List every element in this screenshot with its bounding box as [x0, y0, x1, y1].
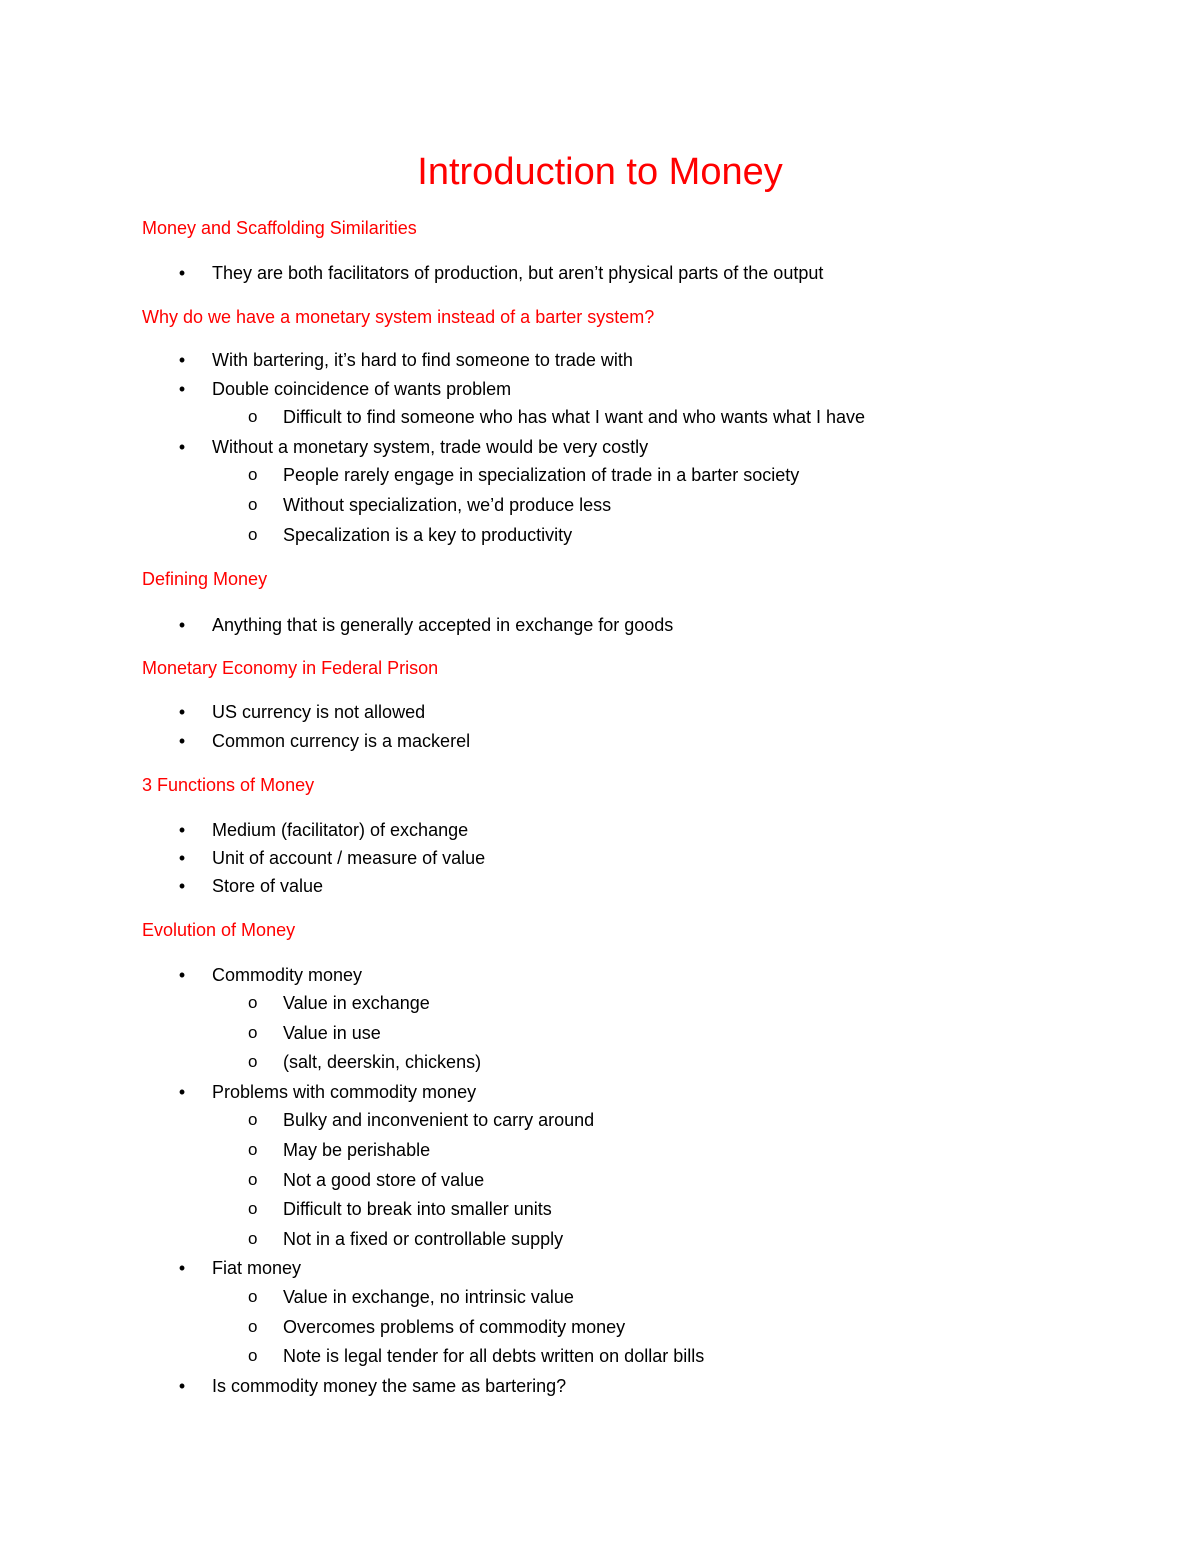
bullet-icon: • [178, 848, 186, 868]
sub-list-item-text: Value in exchange [283, 993, 430, 1013]
list-item-text: Commodity money [212, 965, 363, 985]
circle-bullet-icon: o [248, 1346, 258, 1365]
sub-list-item-text: Overcomes problems of commodity money [283, 1317, 626, 1337]
bullet-icon: • [178, 965, 186, 985]
bullet-icon: • [178, 437, 186, 457]
circle-bullet-icon: o [248, 465, 258, 484]
list-item-text: Double coincidence of wants problem [212, 379, 512, 399]
circle-bullet-icon: o [248, 1287, 258, 1306]
bullet-icon: • [178, 615, 186, 635]
circle-bullet-icon: o [248, 1052, 258, 1071]
list-item-text: Without a monetary system, trade would be very costly [212, 437, 649, 457]
bullet-icon: • [178, 1376, 186, 1396]
bullet-icon: • [178, 820, 186, 840]
sub-list-item-text: Not a good store of value [283, 1170, 485, 1190]
bullet-icon: • [178, 702, 186, 722]
sub-list-item-text: Value in use [283, 1023, 381, 1043]
sub-list-item-text: Difficult to find someone who has what I want and who wants what I have [283, 407, 865, 427]
sub-list-item-text: People rarely engage in specialization of trade in a barter society [283, 465, 800, 485]
list-item-text: Common currency is a mackerel [212, 731, 471, 751]
sub-list-item-text: Value in exchange, no intrinsic value [283, 1287, 574, 1307]
bullet-icon: • [178, 379, 186, 399]
bullet-icon: • [178, 350, 186, 370]
circle-bullet-icon: o [248, 495, 258, 514]
list-item-text: Unit of account / measure of value [212, 848, 486, 868]
circle-bullet-icon: o [248, 1229, 258, 1248]
section-heading: Why do we have a monetary system instead of a barter system? [142, 307, 655, 327]
sub-list-item-text: Bulky and inconvenient to carry around [283, 1110, 595, 1130]
circle-bullet-icon: o [248, 1140, 258, 1159]
list-item-text: Fiat money [212, 1258, 302, 1278]
circle-bullet-icon: o [248, 1199, 258, 1218]
sub-list-item-text: Note is legal tender for all debts written on dollar bills [283, 1346, 705, 1366]
list-item-text: Medium (facilitator) of exchange [212, 820, 469, 840]
list-item-text: With bartering, it’s hard to find someone to trade with [212, 350, 633, 370]
circle-bullet-icon: o [248, 1317, 258, 1336]
page-title: Introduction to Money [417, 151, 783, 193]
section-heading: Monetary Economy in Federal Prison [142, 658, 439, 678]
circle-bullet-icon: o [248, 525, 258, 544]
list-item-text: Is commodity money the same as bartering? [212, 1376, 567, 1396]
section-heading: Money and Scaffolding Similarities [142, 218, 417, 238]
sub-list-item-text: May be perishable [283, 1140, 431, 1160]
section-heading: Defining Money [142, 569, 268, 589]
circle-bullet-icon: o [248, 993, 258, 1012]
list-item-text: Anything that is generally accepted in exchange for goods [212, 615, 674, 635]
section-heading: Evolution of Money [142, 920, 296, 940]
list-item-text: US currency is not allowed [212, 702, 426, 722]
list-item-text: Problems with commodity money [212, 1082, 477, 1102]
circle-bullet-icon: o [248, 1110, 258, 1129]
sub-list-item-text: Without specialization, we’d produce less [283, 495, 612, 515]
sub-list-item-text: (salt, deerskin, chickens) [283, 1052, 482, 1072]
section-heading: 3 Functions of Money [142, 775, 315, 795]
bullet-icon: • [178, 1258, 186, 1278]
sub-list-item-text: Not in a fixed or controllable supply [283, 1229, 564, 1249]
list-item-text: They are both facilitators of production, but aren’t physical parts of the output [212, 263, 824, 283]
sub-list-item-text: Specalization is a key to productivity [283, 525, 573, 545]
circle-bullet-icon: o [248, 407, 258, 426]
sub-list-item-text: Difficult to break into smaller units [283, 1199, 552, 1219]
circle-bullet-icon: o [248, 1023, 258, 1042]
bullet-icon: • [178, 263, 186, 283]
circle-bullet-icon: o [248, 1170, 258, 1189]
bullet-icon: • [178, 731, 186, 751]
bullet-icon: • [178, 876, 186, 896]
list-item-text: Store of value [212, 876, 324, 896]
bullet-icon: • [178, 1082, 186, 1102]
